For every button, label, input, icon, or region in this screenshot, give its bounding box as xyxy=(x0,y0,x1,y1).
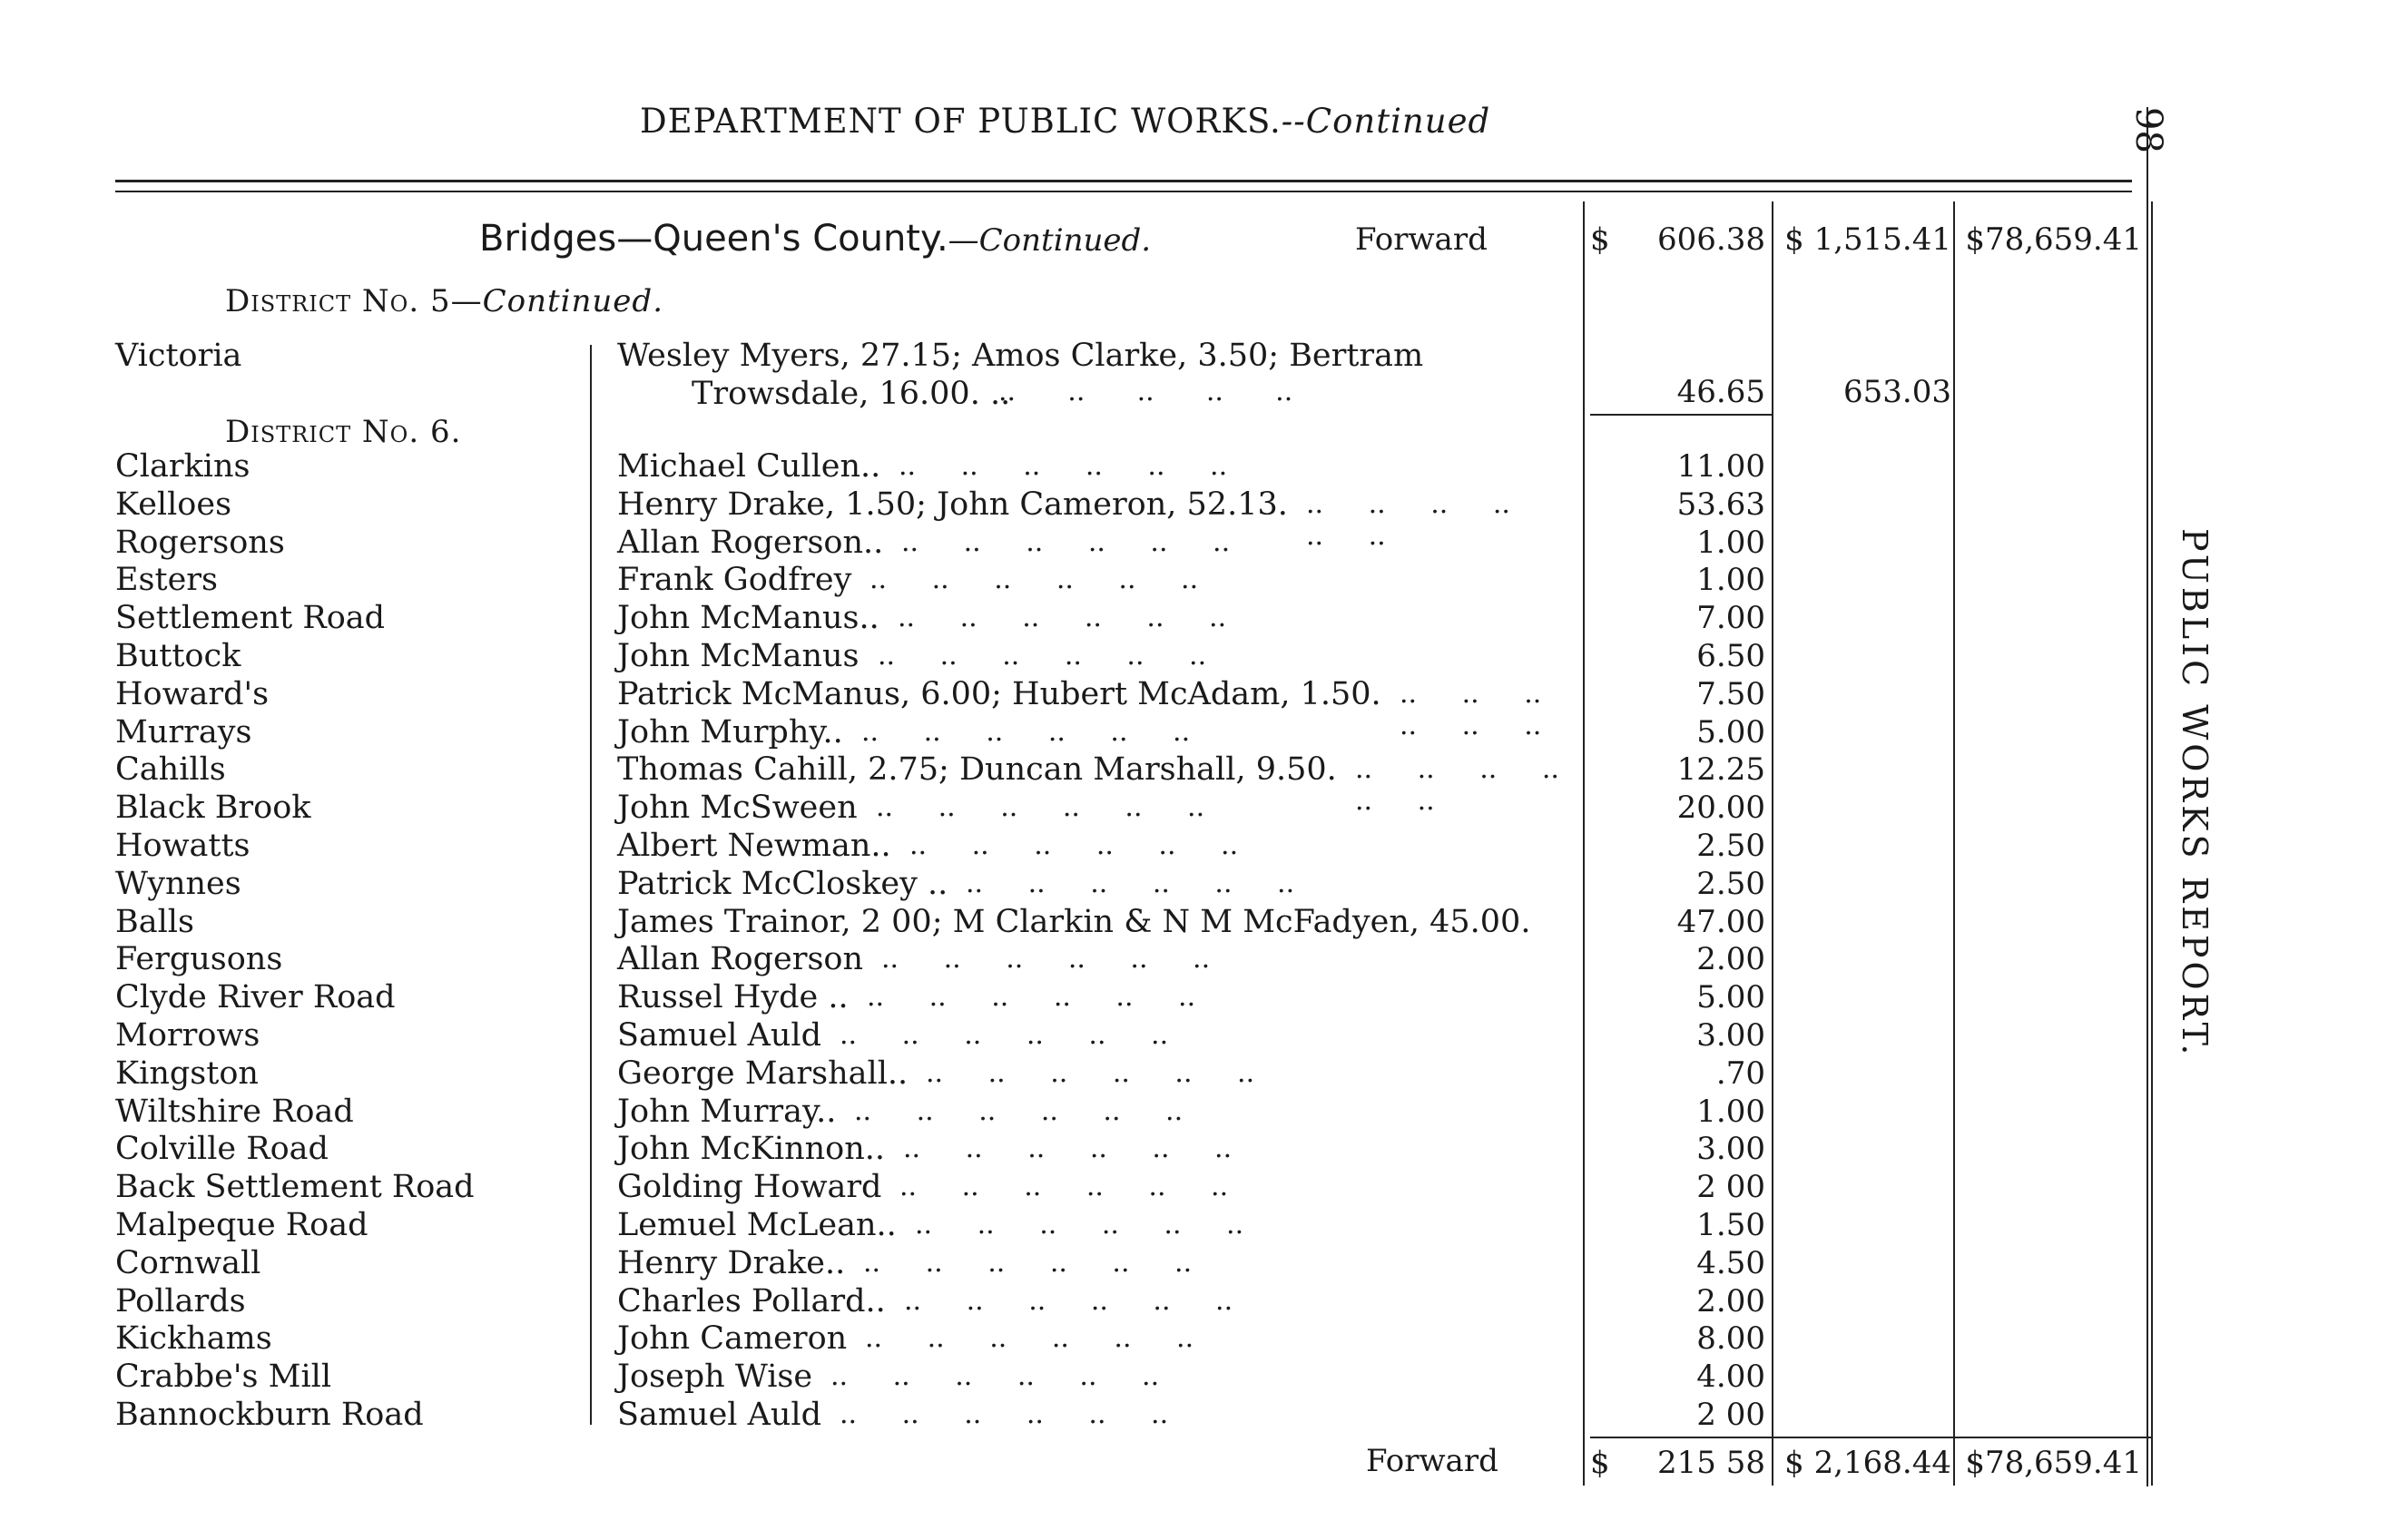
row-place: Fergusons xyxy=(115,941,283,977)
row-payee: Joseph Wise xyxy=(617,1359,813,1395)
row-leader-dots: .. .. .. .. .. .. xyxy=(898,602,1227,633)
row-amount: 1.00 xyxy=(1696,1094,1765,1130)
row-leader-dots: .. .. .. .. .. .. xyxy=(904,1285,1233,1317)
district5-subtotal: 653.03 xyxy=(1843,374,1951,410)
row-payee: Patrick McCloskey .. xyxy=(617,866,948,902)
row-amount: 1.50 xyxy=(1696,1207,1765,1243)
row-payee: Frank Godfrey xyxy=(617,562,852,598)
row-place: Crabbe's Mill xyxy=(115,1359,332,1395)
row-leader-dots: .. .. .. .. .. .. xyxy=(1355,753,1559,817)
row-place: Settlement Road xyxy=(115,600,386,636)
row-payee: Michael Cullen.. xyxy=(617,448,881,485)
row-leader-dots: .. .. .. .. .. .. xyxy=(830,1360,1160,1392)
row-place: Howatts xyxy=(115,828,251,864)
row-place: Kingston xyxy=(115,1055,259,1092)
row-payee: Samuel Auld xyxy=(617,1397,822,1433)
row-leader-dots: .. .. .. .. .. .. xyxy=(867,981,1196,1013)
row-leader-dots: .. .. .. .. .. .. xyxy=(863,1247,1193,1279)
row-leader-dots: .. .. .. .. .. .. xyxy=(876,791,1205,823)
forward-bottom-rule xyxy=(1590,1437,2153,1438)
header-rule-bottom xyxy=(115,191,2132,192)
forward-top-dollar: $ xyxy=(1590,221,1610,258)
row-place: Wynnes xyxy=(115,866,241,902)
row-payee: Samuel Auld xyxy=(617,1017,822,1054)
row-amount: 1.00 xyxy=(1696,562,1765,598)
row-place: Pollards xyxy=(115,1283,246,1319)
row-leader-dots: .. .. .. .. .. .. xyxy=(901,526,1231,558)
row-place: Esters xyxy=(115,562,218,598)
row-amount: 2.00 xyxy=(1696,1283,1765,1319)
row-leader-dots: .. .. .. .. .. .. xyxy=(966,868,1295,899)
row-payee: Henry Drake, 1.50; John Cameron, 52.13. xyxy=(617,486,1288,523)
district5-payee-line1: Wesley Myers, 27.15; Amos Clarke, 3.50; Bertram xyxy=(617,338,1424,374)
row-amount: 12.25 xyxy=(1676,751,1765,788)
row-amount: 3.00 xyxy=(1696,1131,1765,1167)
district5-label: District No. 5—Continued. xyxy=(225,283,664,319)
row-payee: Allan Rogerson xyxy=(617,941,864,977)
district5-subtotal-rule xyxy=(1590,414,1772,416)
col3-right-rule xyxy=(2151,201,2153,1486)
running-title: PUBLIC WORKS REPORT. xyxy=(2175,528,2215,1059)
district5-amount: 46.65 xyxy=(1676,374,1765,410)
row-payee: George Marshall.. xyxy=(617,1055,909,1092)
district6-label: District No. 6. xyxy=(225,414,462,450)
forward-bottom-col1: 215 58 xyxy=(1657,1445,1765,1481)
right-margin-rule xyxy=(2146,107,2148,1486)
row-leader-dots: .. .. .. .. .. .. xyxy=(840,1019,1169,1051)
row-amount: 7.50 xyxy=(1696,676,1765,712)
row-payee: John McKinnon.. xyxy=(617,1131,886,1167)
row-payee: Charles Pollard.. xyxy=(617,1283,886,1319)
row-place: Wiltshire Road xyxy=(115,1094,354,1130)
forward-bottom-label: Forward xyxy=(1366,1443,1498,1479)
row-leader-dots: .. .. .. .. .. .. xyxy=(899,450,1228,482)
forward-top-col1: 606.38 xyxy=(1657,221,1765,258)
row-leader-dots: .. .. .. .. .. .. xyxy=(915,1209,1244,1241)
row-amount: 2.00 xyxy=(1696,941,1765,977)
row-payee: Golding Howard xyxy=(617,1169,882,1205)
header-rule-top xyxy=(115,180,2132,182)
row-payee: John Murray.. xyxy=(617,1094,837,1130)
row-leader-dots: .. .. .. .. .. .. xyxy=(903,1133,1233,1164)
row-leader-dots: .. .. .. .. .. .. xyxy=(881,943,1211,975)
forward-bottom-dollar: $ xyxy=(1590,1445,1610,1481)
forward-top-col3: $78,659.41 xyxy=(1965,221,2142,258)
row-amount: 7.00 xyxy=(1696,600,1765,636)
district5-leader-dots: .. .. .. .. .. xyxy=(998,376,1293,407)
row-place: Murrays xyxy=(115,714,252,750)
forward-top-col2: $ 1,515.41 xyxy=(1784,221,1951,258)
row-amount: 2.50 xyxy=(1696,866,1765,902)
row-place: Cahills xyxy=(115,751,226,788)
row-place: Kickhams xyxy=(115,1320,272,1357)
row-place: Howard's xyxy=(115,676,270,712)
row-place: Morrows xyxy=(115,1017,260,1054)
row-leader-dots: .. .. .. .. .. .. xyxy=(840,1398,1169,1430)
row-place: Balls xyxy=(115,904,194,940)
row-payee: Albert Newman.. xyxy=(617,828,891,864)
row-place: Black Brook xyxy=(115,790,311,826)
row-payee: John McManus.. xyxy=(617,600,879,636)
row-leader-dots: .. .. .. .. .. .. xyxy=(854,1095,1184,1127)
row-leader-dots: .. .. .. .. .. .. xyxy=(899,1171,1229,1202)
col1-left-rule xyxy=(1583,201,1585,1486)
row-leader-dots: .. .. .. .. .. .. xyxy=(861,716,1191,748)
page-number: 98 xyxy=(2127,107,2169,153)
row-amount: 2 00 xyxy=(1696,1169,1765,1205)
row-amount: 47.00 xyxy=(1676,904,1765,940)
row-leader-dots: .. .. .. .. .. .. xyxy=(865,1322,1194,1354)
row-place: Malpeque Road xyxy=(115,1207,368,1243)
row-leader-dots: .. .. .. .. .. .. xyxy=(869,564,1199,595)
header-continued: --Continued xyxy=(1281,102,1491,141)
row-amount: 4.00 xyxy=(1696,1359,1765,1395)
row-place: Clyde River Road xyxy=(115,979,396,1015)
forward-bottom-col3: $78,659.41 xyxy=(1965,1445,2142,1481)
row-amount: 4.50 xyxy=(1696,1245,1765,1281)
row-leader-dots: .. .. .. .. .. .. xyxy=(1400,678,1542,741)
row-payee: Lemuel McLean.. xyxy=(617,1207,897,1243)
col2-right-rule xyxy=(1953,201,1955,1486)
row-leader-dots: .. .. .. .. .. .. xyxy=(909,829,1239,861)
district5-payee-line2: Trowsdale, 16.00. .. xyxy=(692,376,1011,412)
row-payee: John McSween xyxy=(617,790,858,826)
section-title-continued: —Continued. xyxy=(948,222,1152,259)
row-amount: 2 00 xyxy=(1696,1397,1765,1433)
row-payee: James Trainor, 2 00; M Clarkin & N M McFadyen, 45.00. xyxy=(617,904,1531,940)
row-amount: 20.00 xyxy=(1676,790,1765,826)
row-amount: 2.50 xyxy=(1696,828,1765,864)
row-place: Buttock xyxy=(115,638,241,674)
row-place: Back Settlement Road xyxy=(115,1169,475,1205)
row-amount: .70 xyxy=(1715,1055,1765,1092)
row-place: Cornwall xyxy=(115,1245,261,1281)
row-payee: Russel Hyde .. xyxy=(617,979,849,1015)
row-amount: 6.50 xyxy=(1696,638,1765,674)
row-place: Kelloes xyxy=(115,486,232,523)
payee-left-rule xyxy=(590,345,592,1425)
row-leader-dots: .. .. .. .. .. .. xyxy=(878,640,1207,672)
row-place: Rogersons xyxy=(115,525,285,561)
row-amount: 3.00 xyxy=(1696,1017,1765,1054)
row-payee: John Murphy.. xyxy=(617,714,843,750)
row-payee: Allan Rogerson.. xyxy=(617,525,884,561)
row-payee: Henry Drake.. xyxy=(617,1245,846,1281)
row-amount: 5.00 xyxy=(1696,714,1765,750)
row-place: Clarkins xyxy=(115,448,251,485)
row-place: Bannockburn Road xyxy=(115,1397,424,1433)
row-payee: Thomas Cahill, 2.75; Duncan Marshall, 9.50. xyxy=(617,751,1337,788)
forward-top-label: Forward xyxy=(1355,221,1488,258)
row-payee: Patrick McManus, 6.00; Hubert McAdam, 1.50. xyxy=(617,676,1381,712)
header-title: DEPARTMENT OF PUBLIC WORKS. xyxy=(640,102,1282,141)
page-header xyxy=(640,102,1490,141)
row-amount: 11.00 xyxy=(1676,448,1765,485)
row-amount: 5.00 xyxy=(1696,979,1765,1015)
row-payee: John McManus xyxy=(617,638,860,674)
row-place: Colville Road xyxy=(115,1131,329,1167)
section-title-text: Bridges—Queen's County. xyxy=(479,218,948,260)
row-amount: 1.00 xyxy=(1696,525,1765,561)
district5-place: Victoria xyxy=(115,338,242,374)
row-leader-dots: .. .. .. .. .. .. xyxy=(1306,488,1510,552)
row-payee: John Cameron xyxy=(617,1320,848,1357)
row-amount: 53.63 xyxy=(1676,486,1765,523)
row-leader-dots: .. .. .. .. .. .. xyxy=(926,1057,1255,1089)
section-title xyxy=(479,218,1151,260)
forward-bottom-col2: $ 2,168.44 xyxy=(1784,1445,1951,1481)
row-amount: 8.00 xyxy=(1696,1320,1765,1357)
